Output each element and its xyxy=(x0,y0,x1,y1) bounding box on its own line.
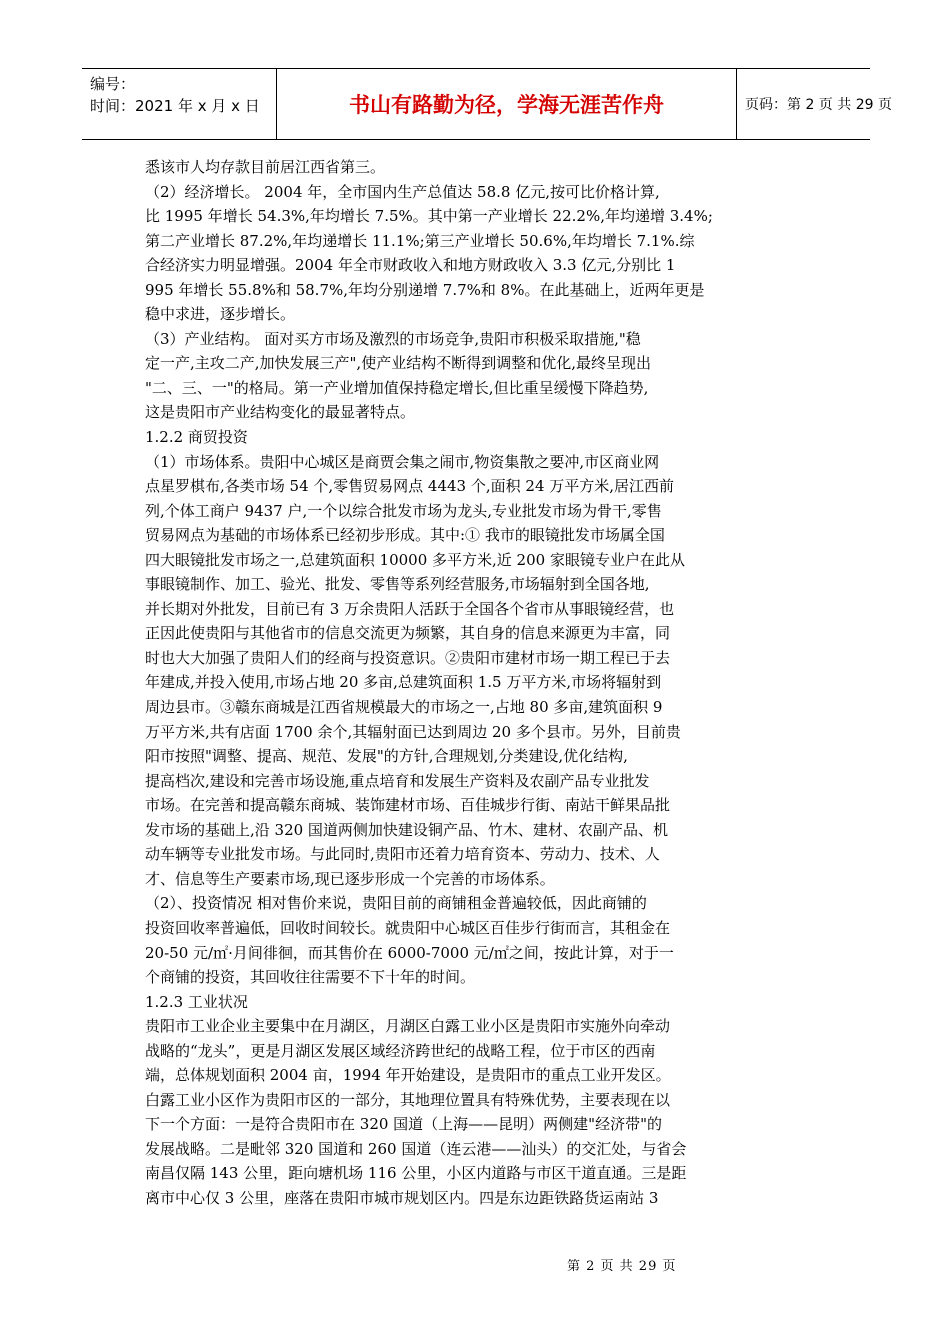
text-line: 战略的“龙头”，更是月湖区发展区域经济跨世纪的战略工程，位于市区的西南 xyxy=(145,1041,656,1060)
text-line: 1.2.2 商贸投资 xyxy=(145,428,248,447)
text-line: 万平方米,共有店面 1700 余个,其辐射面已达到周边 20 多个县市。另外，目前贵 xyxy=(145,722,681,741)
page-header xyxy=(82,68,892,140)
text-line: 个商铺的投资，其回收往往需要不下十年的时间。 xyxy=(145,968,476,987)
text-line: （2）经济增长。 2004 年，全市国内生产总值达 58.8 亿元,按可比价格计算, xyxy=(145,182,660,201)
text-line: 列,个体工商户 9437 户,一个以综合批发市场为龙头,专业批发市场为骨干,零售 xyxy=(145,501,662,520)
text-line: 稳中求进，逐步增长。 xyxy=(145,305,296,324)
header-motto-cell xyxy=(277,69,737,139)
text-line: 四大眼镜批发市场之一,总建筑面积 10000 多平方米,近 200 家眼镜专业户在此从 xyxy=(145,550,685,569)
text-line: 发展战略。二是毗邻 320 国道和 260 国道（连云港——汕头）的交汇处，与省会 xyxy=(145,1139,687,1158)
text-line: 事眼镜制作、加工、验光、批发、零售等系列经营服务,市场辐射到全国各地, xyxy=(145,575,650,594)
text-line: 白露工业小区作为贵阳市区的一部分，其地理位置具有特殊优势，主要表现在以 xyxy=(145,1090,671,1109)
text-line: （1）市场体系。贵阳中心城区是商贾会集之闹市,物资集散之要冲,市区商业网 xyxy=(145,452,660,471)
text-line: 动车辆等专业批发市场。与此同时,贵阳市还着力培育资本、劳动力、技术、人 xyxy=(145,845,660,864)
text-line: 南昌仅隔 143 公里，距向塘机场 116 公里，小区内道路与市区干道直通。三是距 xyxy=(145,1164,687,1183)
date-label: 时间：2021 年 x 月 x 日 xyxy=(90,97,260,115)
text-line: 贵阳市工业企业主要集中在月湖区，月湖区白露工业小区是贵阳市实施外向牵动 xyxy=(145,1017,671,1036)
header-meta-cell xyxy=(82,69,277,139)
text-line: 市场。在完善和提高赣东商城、装饰建材市场、百佳城步行街、南站干鲜果品批 xyxy=(145,796,671,815)
text-line: 20-50 元/㎡·月间徘徊，而其售价在 6000-7000 元/㎡之间，按此计算，对于一 xyxy=(145,943,674,962)
document-body xyxy=(145,155,740,1211)
text-line: 995 年增长 55.8%和 58.7%,年均分别递增 7.7%和 8%。在此基础上，近两年更是 xyxy=(145,280,705,299)
text-line: 比 1995 年增长 54.3%,年均增长 7.5%。其中第一产业增长 22.2%,年均递增 3.4%; xyxy=(145,207,713,226)
text-line: 并长期对外批发，目前已有 3 万余贵阳人活跃于全国各个省市从事眼镜经营，也 xyxy=(145,599,675,618)
text-line: 1.2.3 工业状况 xyxy=(145,992,248,1011)
text-line: 端，总体规划面积 2004 亩，1994 年开始建设，是贵阳市的重点工业开发区。 xyxy=(145,1066,671,1085)
text-line: 点星罗棋布,各类市场 54 个,零售贸易网点 4443 个,面积 24 万平方米,居江西前 xyxy=(145,477,675,496)
text-line: 贸易网点为基础的市场体系已经初步形成。其中:① 我市的眼镜批发市场属全国 xyxy=(145,526,665,545)
text-line: 下一个方面：一是符合贵阳市在 320 国道（上海——昆明）两侧建"经济带"的 xyxy=(145,1115,662,1134)
text-line: 阳市按照"调整、提高、规范、发展"的方针,合理规划,分类建设,优化结构, xyxy=(145,747,628,766)
number-label: 编号： xyxy=(90,75,136,93)
text-line: 才、信息等生产要素市场,现已逐步形成一个完善的市场体系。 xyxy=(145,869,555,888)
text-line: 提高档次,建设和完善市场设施,重点培育和发展生产资料及农副产品专业批发 xyxy=(145,771,650,790)
text-line: 周边县市。③赣东商城是江西省规模最大的市场之一,占地 80 多亩,建筑面积 9 xyxy=(145,698,663,717)
text-line: 定一产,主攻二产,加快发展三产",使产业结构不断得到调整和优化,最终呈现出 xyxy=(145,354,651,373)
text-line: 投资回收率普遍低，回收时间较长。就贵阳中心城区百佳步行街而言，其租金在 xyxy=(145,918,671,937)
text-line: （3）产业结构。 面对买方市场及激烈的市场竞争,贵阳市积极采取措施,"稳 xyxy=(145,329,641,348)
text-line: 第二产业增长 87.2%,年均递增长 11.1%;第三产业增长 50.6%,年均增长 7.1%.综 xyxy=(145,231,695,250)
motto-text: 书山有路勤为径，学海无涯苦作舟 xyxy=(349,93,664,117)
text-line: 正因此使贵阳与其他省市的信息交流更为频繁，其自身的信息来源更为丰富，同 xyxy=(145,624,671,643)
page-code: 页码：第 2 页 共 29 页 xyxy=(745,97,892,113)
text-line: 时也大大加强了贵阳人们的经商与投资意识。②贵阳市建材市场一期工程已于去 xyxy=(145,648,671,667)
text-line: 离市中心仅 3 公里，座落在贵阳市城市规划区内。四是东边距铁路货运南站 3 xyxy=(145,1188,659,1207)
text-line: 悉该市人均存款目前居江西省第三。 xyxy=(145,158,386,176)
header-page-cell xyxy=(737,69,892,139)
text-line: 这是贵阳市产业结构变化的最显著特点。 xyxy=(145,403,416,422)
text-line: 发市场的基础上,沿 320 国道两侧加快建设铜产品、竹木、建材、农副产品、机 xyxy=(145,820,668,839)
text-line: （2）、投资情况 相对售价来说，贵阳目前的商铺租金普遍较低，因此商铺的 xyxy=(145,894,647,913)
text-line: 合经济实力明显增强。2004 年全市财政收入和地方财政收入 3.3 亿元,分别比 1 xyxy=(145,256,676,275)
text-line: 年建成,并投入使用,市场占地 20 多亩,总建筑面积 1.5 万平方米,市场将辐射到 xyxy=(145,673,662,692)
page-footer: 第 2 页 共 29 页 xyxy=(567,1259,677,1274)
text-line: "二、三、一"的格局。第一产业增加值保持稳定增长,但比重呈缓慢下降趋势, xyxy=(145,378,649,397)
